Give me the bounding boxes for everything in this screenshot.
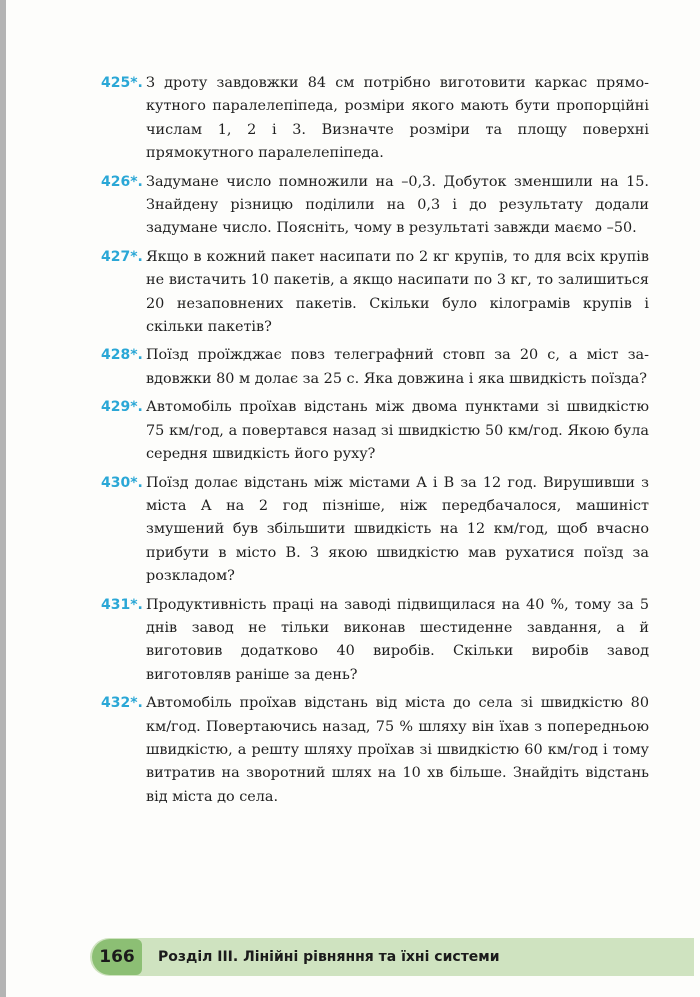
problem-list [101, 72, 649, 814]
problem-429 [101, 396, 649, 466]
problem-number: 430*. [101, 474, 143, 491]
problem-number: 427*. [101, 248, 143, 265]
problem-426 [101, 171, 649, 241]
page-number: 166 [92, 939, 142, 975]
problem-text: Поїзд долає відстань між містами A і B за 12 год. Вирушивши з міста A на 2 год пізніше, ніж передбачалося, машиніст змушений був збільшити швидкість на 12 км/год, щоб вчасно прибути в місто B. З якою швидкістю мав рухатися поїзд за розкладом? [146, 474, 649, 585]
problem-number: 429*. [101, 399, 143, 416]
problem-text: Поїзд проїжджає повз телеграфний стовп за 20 с, а міст завдовжки 80 м долає за 25 с. Яка довжина і яка швидкість поїзда? [146, 347, 649, 387]
problem-432 [101, 692, 649, 809]
chapter-title: Розділ III. Лінійні рівняння та їхні системи [158, 949, 500, 965]
problem-text: Автомобіль проїхав відстань від міста до села зі швидкістю 80 км/год. Повертаючись назад, 75 % шляху він їхав з попередньою швидкістю, а решту шляху проїхав зі швидкістю 60 км/год і тому витратив на зворотний шлях на 10 хв більше. Знайдіть відстань від міста до села. [146, 695, 649, 805]
problem-427 [101, 246, 649, 340]
problem-428 [101, 344, 649, 391]
problem-number: 425*. [101, 75, 143, 91]
problem-number: 432*. [101, 695, 143, 712]
problem-text: З дроту завдовжки 84 см потрібно виготовити каркас прямокутного паралелепіпеда, розміри якого мають бути пропорційні числам 1, 2 і 3. Визначте розміри та площу поверхні прямокутного паралелепіпеда. [146, 75, 649, 162]
problem-text: Якщо в кожний пакет насипати по 2 кг крупів, то для всіх крупів не вистачить 10 пакетів, а якщо насипати по 3 кг, то залишиться 20 незаповнених пакетів. Скільки було кілограмів крупів і скільки пакетів? [146, 248, 649, 336]
textbook-page [6, 0, 700, 997]
problem-430 [101, 472, 649, 589]
problem-425 [101, 72, 649, 166]
problem-text: Продуктивність праці на заводі підвищилася на 40 %, тому за 5 днів завод не тільки виконав шестиденне завдання, а й виготовив додатково 40 виробів. Скільки виробів завод виготовляв раніше за день? [146, 596, 649, 683]
problem-text: Задумане число помножили на –0,3. Добуток зменшили на 15. Знайдену різницю поділили на 0,3 і до результату додали задумане число. Поясніть, чому в результаті завжди маємо –50. [146, 173, 649, 237]
problem-number: 431*. [101, 596, 143, 613]
problem-number: 426*. [101, 173, 143, 190]
problem-431 [101, 594, 649, 688]
problem-text: Автомобіль проїхав відстань між двома пунктами зі швидкістю 75 км/год, а повертався назад зі швидкістю 50 км/год. Якою була середня швидкість його руху? [146, 399, 649, 463]
problem-number: 428*. [101, 347, 143, 364]
